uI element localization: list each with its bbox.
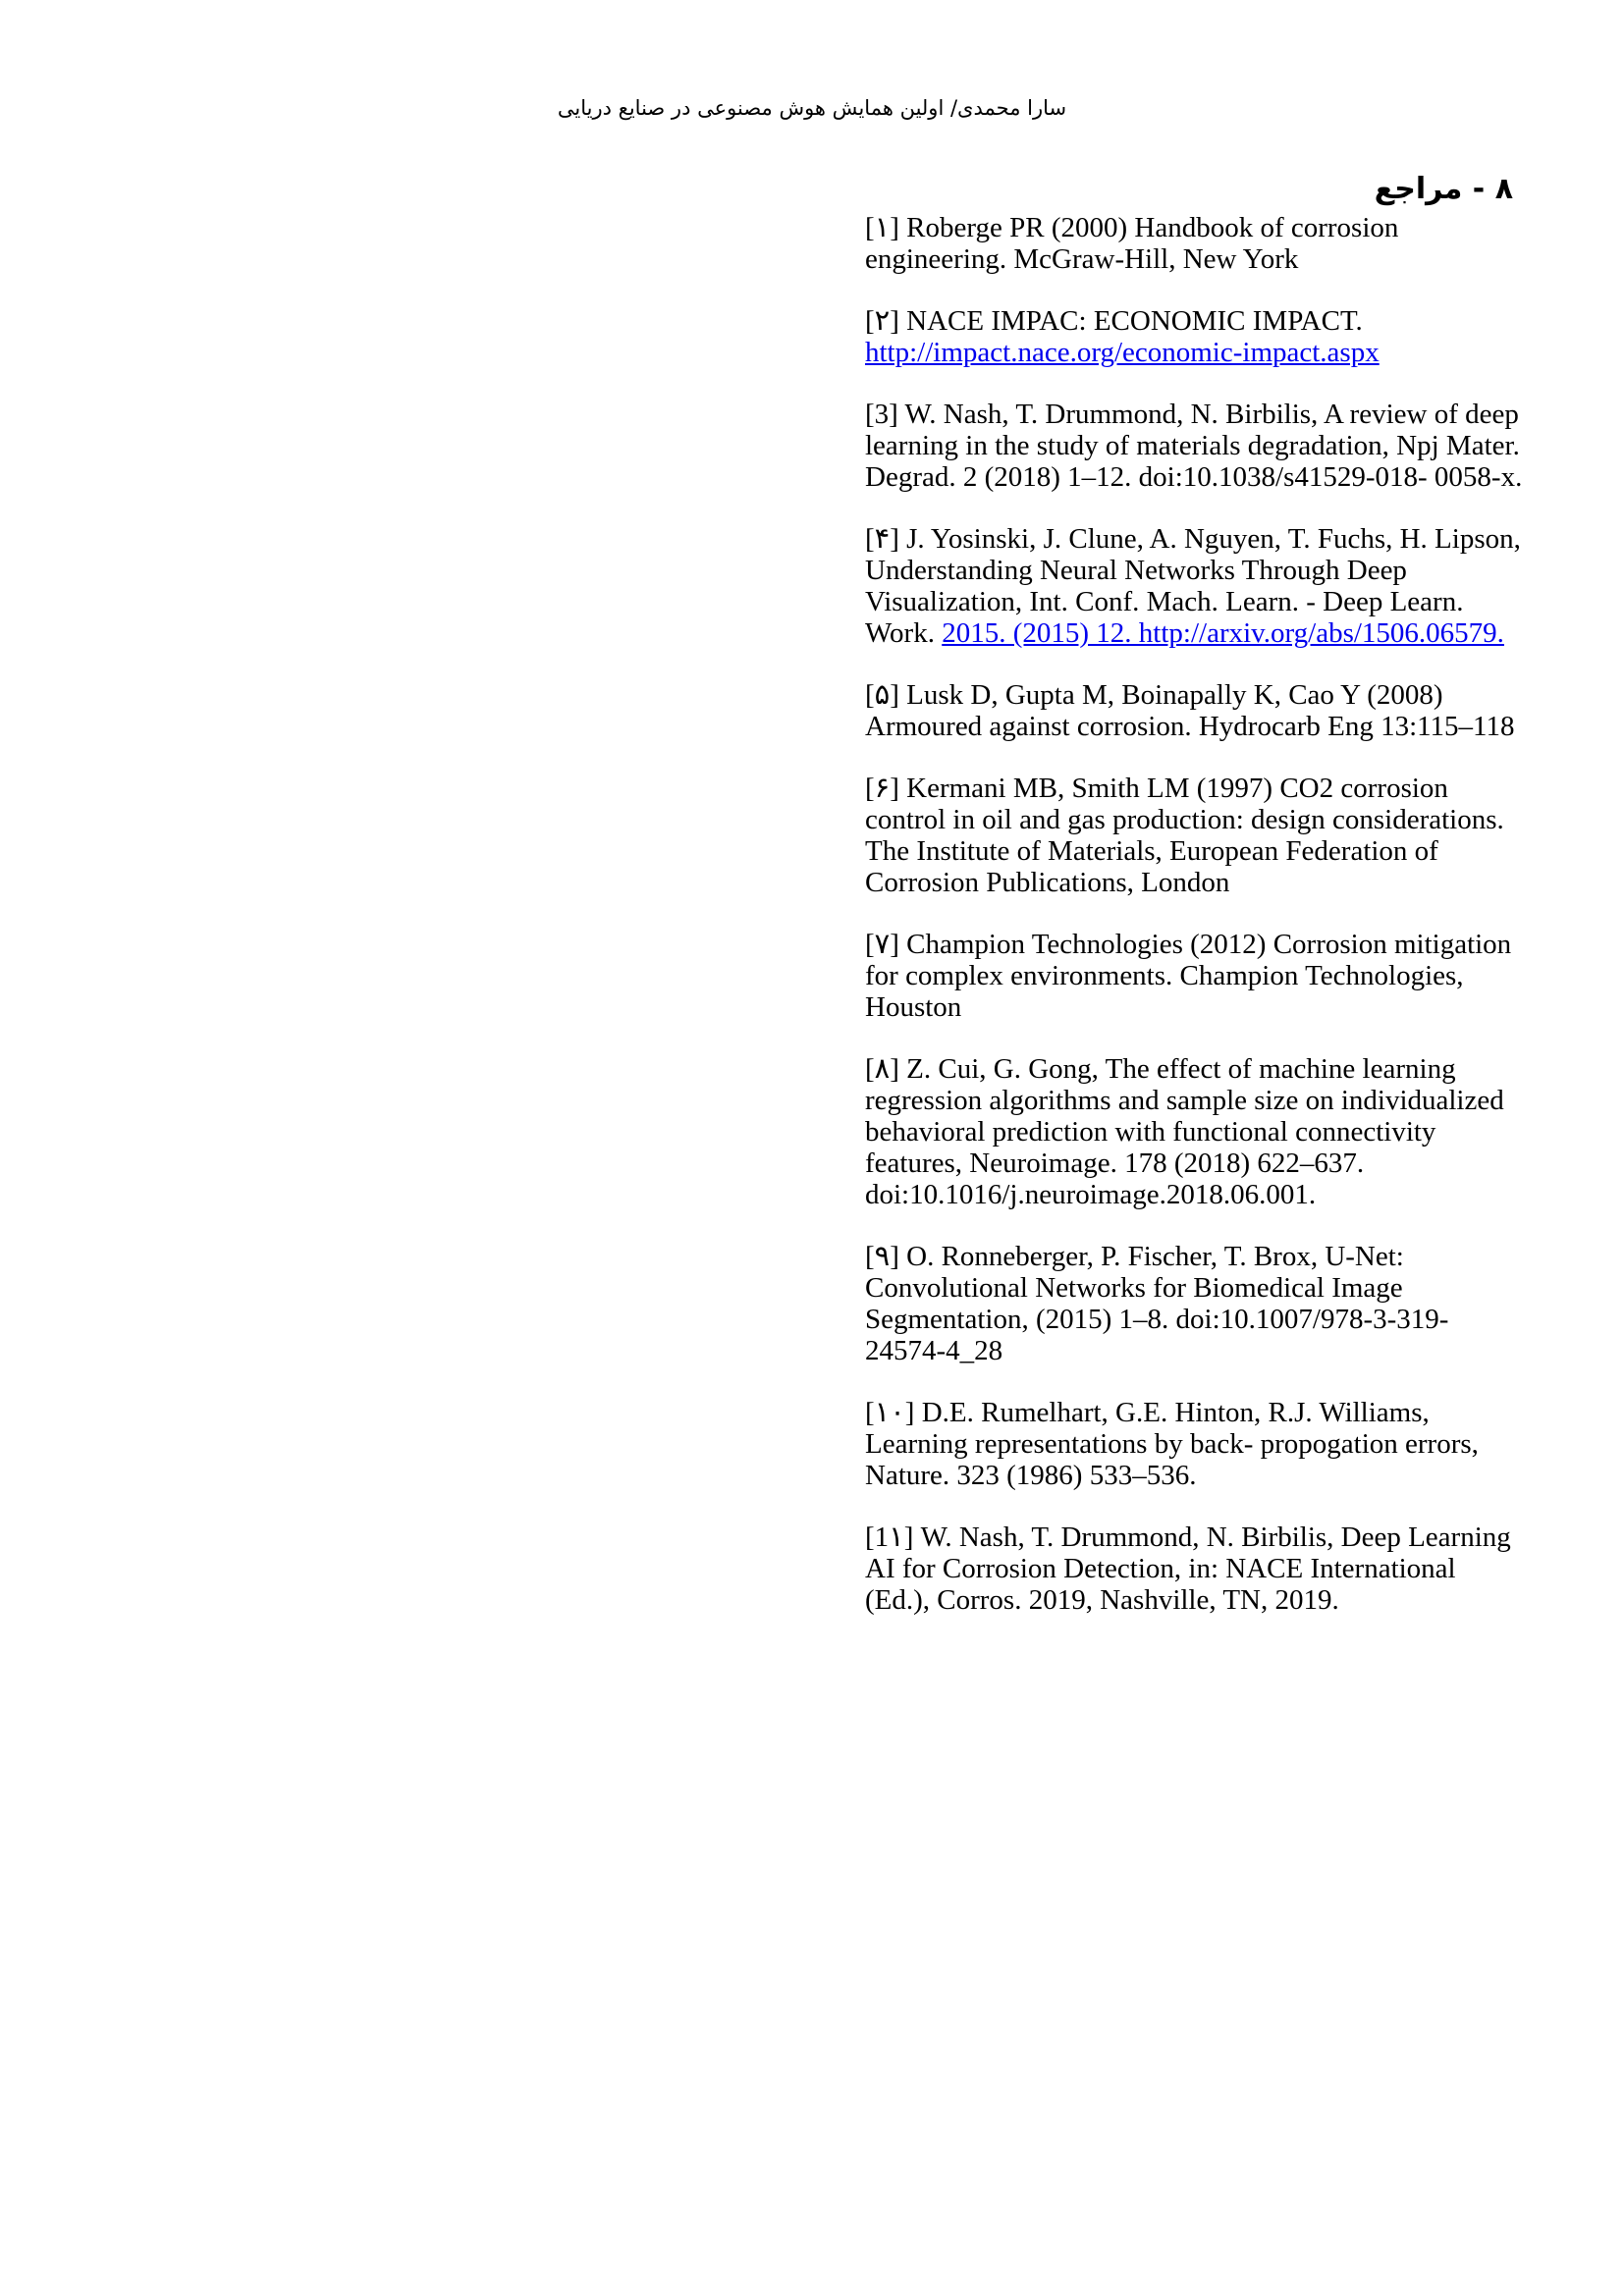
reference-item bbox=[865, 929, 1525, 1023]
reference-item bbox=[865, 1053, 1525, 1210]
references-list bbox=[865, 212, 1525, 1646]
section-heading-references: ۸ - مراجع bbox=[1374, 172, 1513, 206]
reference-text: [3] W. Nash, T. Drummond, N. Birbilis, A review of deep learning in the study of materials degradation, Npj Mater. Degrad. 2 (2018) 1–12. doi:10.1038/s41529-018- 0058-x. bbox=[865, 399, 1523, 493]
reference-item bbox=[865, 679, 1525, 742]
reference-link[interactable]: http://impact.nace.org/economic-impact.aspx bbox=[865, 337, 1380, 368]
reference-text: [۱۰] D.E. Rumelhart, G.E. Hinton, R.J. Williams, Learning representations by back- propogation errors, Nature. 323 (1986) 533–536. bbox=[865, 1397, 1479, 1491]
reference-item bbox=[865, 773, 1525, 898]
reference-item bbox=[865, 212, 1525, 275]
reference-item bbox=[865, 523, 1525, 649]
reference-item bbox=[865, 1241, 1525, 1366]
reference-item bbox=[865, 1397, 1525, 1491]
reference-item bbox=[865, 399, 1525, 493]
reference-item bbox=[865, 305, 1525, 368]
reference-text: [۹] O. Ronneberger, P. Fischer, T. Brox, U-Net: Convolutional Networks for Biomedical Image Segmentation, (2015) 1–8. doi:10.1007/978-3-319-24574-4_28 bbox=[865, 1241, 1449, 1366]
reference-text: [۶] Kermani MB, Smith LM (1997) CO2 corrosion control in oil and gas production: design considerations. The Institute of Materials, European Federation of Corrosion Publications, London bbox=[865, 773, 1504, 898]
reference-text: [۸] Z. Cui, G. Gong, The effect of machine learning regression algorithms and sample size on individualized behavioral prediction with functional connectivity features, Neuroimage. 178 (2018) 622–637. doi:10.1016/j.neuroimage.2018.06.001. bbox=[865, 1053, 1504, 1210]
reference-text: [۲] NACE IMPAC: ECONOMIC IMPACT. bbox=[865, 305, 1363, 337]
reference-text: [۷] Champion Technologies (2012) Corrosion mitigation for complex environments. Champion Technologies, Houston bbox=[865, 929, 1512, 1023]
reference-text: [1۱] W. Nash, T. Drummond, N. Birbilis, Deep Learning AI for Corrosion Detection, in: NACE International (Ed.), Corros. 2019, Nashville, TN, 2019. bbox=[865, 1522, 1511, 1616]
reference-item bbox=[865, 1522, 1525, 1616]
reference-text: [۵] Lusk D, Gupta M, Boinapally K, Cao Y (2008) Armoured against corrosion. Hydrocarb Eng 13:115–118 bbox=[865, 679, 1515, 742]
reference-link[interactable]: 2015. (2015) 12. http://arxiv.org/abs/1506.06579. bbox=[942, 617, 1504, 649]
reference-text: [۱] Roberge PR (2000) Handbook of corrosion engineering. McGraw-Hill, New York bbox=[865, 212, 1399, 275]
reference-text: [۴] J. Yosinski, J. Clune, A. Nguyen, T. Fuchs, H. Lipson, Understanding Neural Networks Through Deep Visualization, Int. Conf. Mach. Learn. - Deep Learn. Work. bbox=[865, 523, 1521, 649]
running-header: سارا محمدی/ اولین همایش هوش مصنوعی در صنایع دریایی bbox=[557, 96, 1067, 120]
